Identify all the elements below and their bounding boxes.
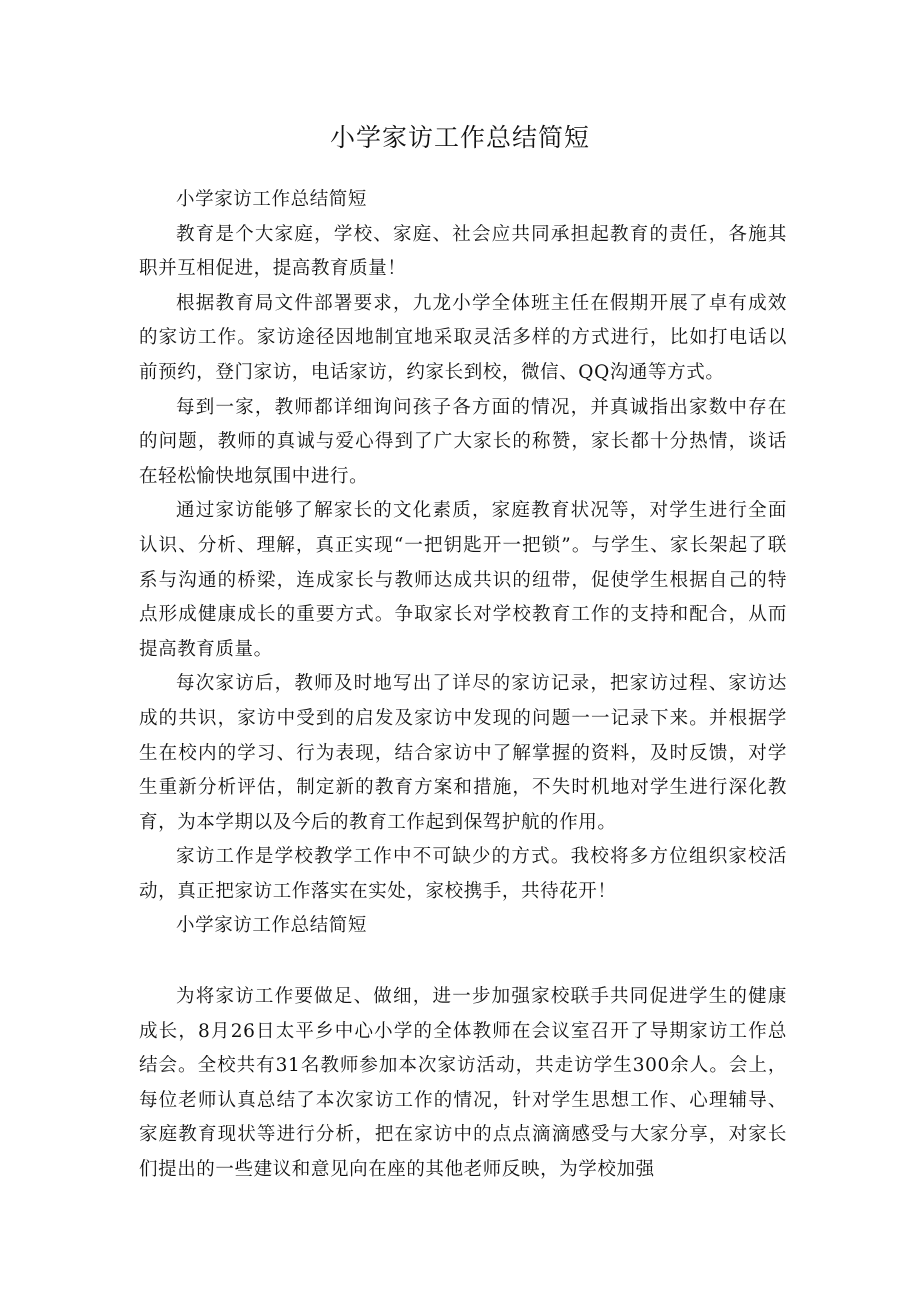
paragraph: 为将家访工作要做足、做细，进一步加强家校联手共同促进学生的健康成长，8月26日太平乡中心小学的全体教师在会议室召开了导期家访工作总结会。全校共有31名教师参加本次家访活动，共走访学生300余人。会上，每位老师认真总结了本次家访工作的情况，针对学生思想工作、心理辅导、家庭教育现状等进行分析，把在家访中的点点滴滴感受与大家分享，对家长们提出的一些建议和意见向在座的其他老师反映，为学校加强 [139,986,787,1181]
document-body [139,183,787,1188]
document-title: 小学家访工作总结简短 [329,123,590,152]
paragraph: 通过家访能够了解家长的文化素质，家庭教育状况等，对学生进行全面认识、分析、理解，真正实现“一把钥匙开一把锁”。与学生、家长架起了联系与沟通的桥梁，连成家长与教师达成共识的纽带，促使学生根据自己的特点形成健康成长的重要方式。争取家长对学校教育工作的支持和配合，从而提高教育质量。 [139,500,787,660]
section-spacer [139,944,787,980]
paragraph: 根据教育局文件部署要求，九龙小学全体班主任在假期开展了卓有成效的家访工作。家访途径因地制宜地采取灵活多样的方式进行，比如打电话以前预约，登门家访，电话家访，约家长到校，微信、QQ沟通等方式。 [139,292,787,383]
paragraph: 每到一家，教师都详细询问孩子各方面的情况，并真诚指出家数中存在的问题，教师的真诚与爱心得到了广大家长的称赞，家长都十分热情，谈话在轻松愉快地氛围中进行。 [139,396,787,487]
section-heading: 小学家访工作总结简短 [176,189,368,210]
section-heading: 小学家访工作总结简短 [176,915,368,937]
paragraph: 每次家访后，教师及时地写出了详尽的家访记录，把家访过程、家访达成的共识，家访中受到的启发及家访中发现的问题一一记录下来。并根据学生在校内的学习、行为表现，结合家访中了解掌握的资料，及时反馈，对学生重新分析评估，制定新的教育方案和措施，不失时机地对学生进行深化教育，为本学期以及今后的教育工作起到保驾护航的作用。 [139,673,787,833]
paragraph: 家访工作是学校教学工作中不可缺少的方式。我校将多方位组织家校活动，真正把家访工作落实在实处，家校携手，共待花开！ [139,846,787,902]
paragraph: 教育是个大家庭，学校、家庭、社会应共同承担起教育的责任，各施其职并互相促进，提高教育质量！ [139,223,787,280]
